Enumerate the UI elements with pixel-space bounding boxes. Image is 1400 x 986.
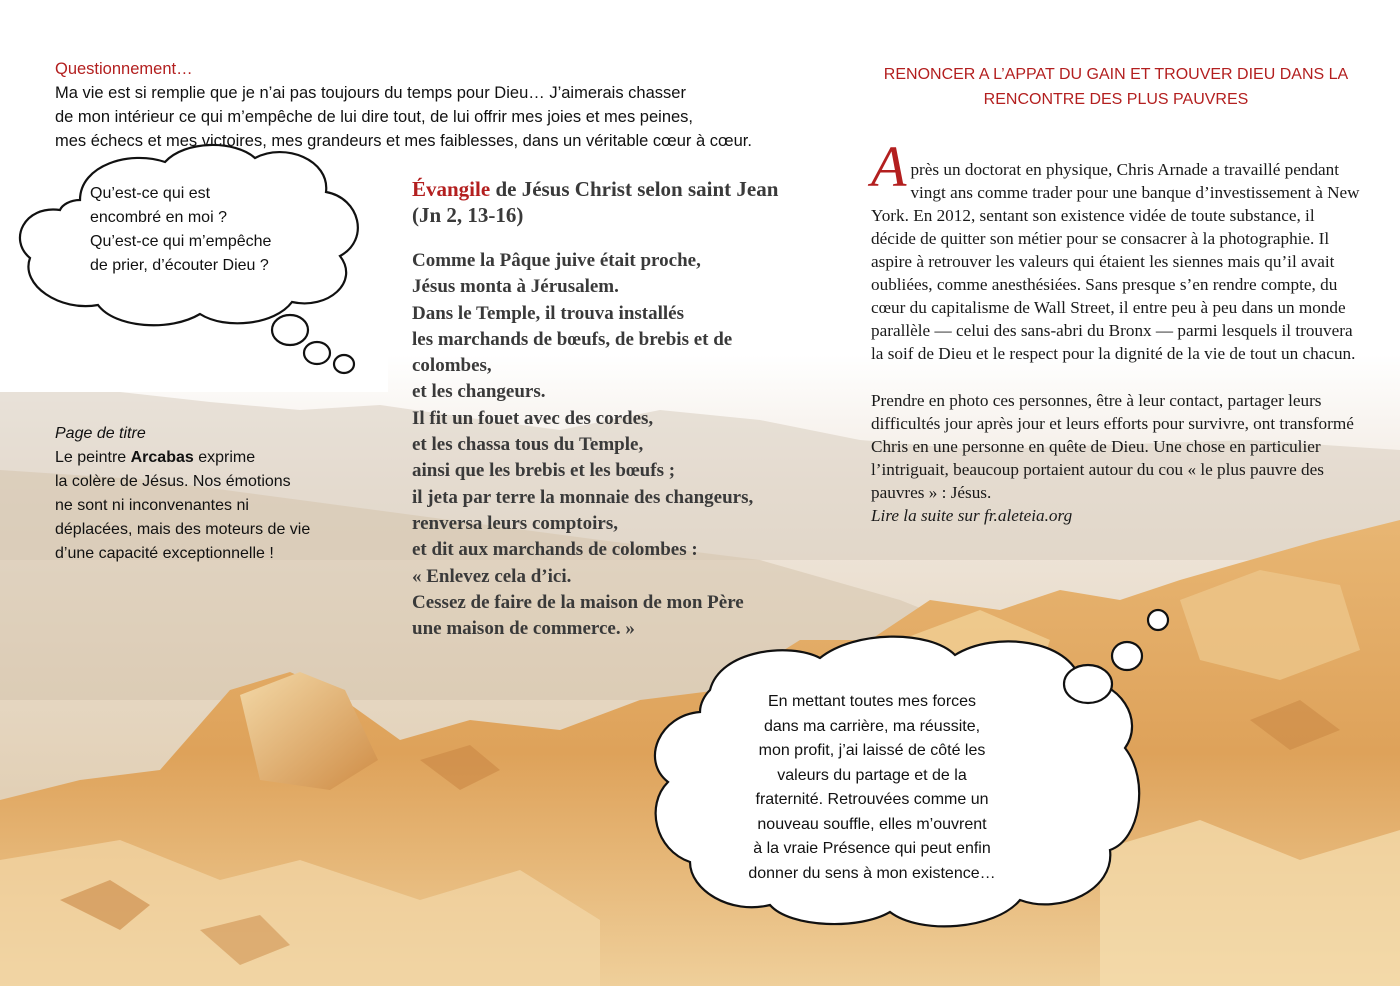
title-page-block xyxy=(55,422,355,566)
article-title-line: RENCONTRE DES PLUS PAUVRES xyxy=(983,91,1249,108)
cloud-top-line: Qu’est-ce qui est xyxy=(90,185,211,202)
painter-name: Arcabas xyxy=(130,449,194,466)
cloud-top-line: encombré en moi ? xyxy=(90,209,227,226)
cloud-top-line: de prier, d’écouter Dieu ? xyxy=(90,257,269,274)
gospel-line: il jeta par terre la monnaie des changeurs, xyxy=(412,486,754,508)
question-label: Questionnement… xyxy=(55,60,193,78)
title-page-line: déplacées, mais des moteurs de vie xyxy=(55,521,311,538)
gospel-title xyxy=(412,176,842,202)
cloud-top-line: Qu’est-ce qui m’empêche xyxy=(90,233,272,250)
gospel-line: et les chassa tous du Temple, xyxy=(412,434,644,456)
article-title xyxy=(862,62,1370,112)
cloud-bottom-text xyxy=(722,690,1022,886)
cloud-bottom-line: à la vraie Présence qui peut enfin xyxy=(753,840,991,857)
gospel-reference: (Jn 2, 13-16) xyxy=(412,203,524,227)
title-page-line xyxy=(55,446,355,470)
cloud-top-text xyxy=(90,182,320,278)
gospel-line: Il fit un fouet avec des cordes, xyxy=(412,407,654,429)
title-page-line: la colère de Jésus. Nos émotions xyxy=(55,473,291,490)
gospel-line: colombes, xyxy=(412,355,492,377)
title-page-line: d’une capacité exceptionnelle ! xyxy=(55,545,274,562)
article-source-link[interactable]: Lire la suite sur fr.aleteia.org xyxy=(871,506,1073,525)
article-title-line: RENONCER A L’APPAT DU GAIN ET TROUVER DIEU DANS LA xyxy=(883,66,1349,83)
question-line: mes échecs et mes victoires, mes grandeurs et mes faiblesses, dans un véritable cœur à cœur. xyxy=(55,132,752,150)
question-line: de mon intérieur ce qui m’empêche de lui dire tout, de lui offrir mes joies et mes peines, xyxy=(55,108,694,126)
gospel-line: Dans le Temple, il trouva installés xyxy=(412,302,685,324)
gospel-line: Cessez de faire de la maison de mon Père xyxy=(412,591,744,613)
gospel-title-red: Évangile xyxy=(412,177,491,201)
title-page-suffix: exprime xyxy=(193,449,256,466)
title-page-heading: Page de titre xyxy=(55,425,146,442)
gospel-text xyxy=(412,248,842,642)
gospel-heading xyxy=(412,176,842,228)
gospel-line: Jésus monta à Jérusalem. xyxy=(412,276,619,298)
gospel-line: « Enlevez cela d’ici. xyxy=(412,565,572,587)
cloud-bottom-line: dans ma carrière, ma réussite, xyxy=(763,717,981,735)
article-paragraph xyxy=(871,134,1361,365)
cloud-bottom-line: En mettant toutes mes forces xyxy=(767,693,977,710)
gospel-line: ainsi que les brebis et les bœufs ; xyxy=(412,460,676,482)
gospel-line: et dit aux marchands de colombes : xyxy=(412,539,698,561)
gospel-line: Comme la Pâque juive était proche, xyxy=(412,250,701,271)
cloud-bottom-line: nouveau souffle, elles m’ouvrent xyxy=(757,815,987,833)
article-para1-text: près un doctorat en physique, Chris Arnade a travaillé pendant vingt ans comme trader pour une banque d’investissement à New York. En 2012, sentant son existence vidée de toute substance, il décide de quitter son métier pour se consacrer à la photographie. Il aspire à retrouver les valeurs qui étaient les siennes mais qu’il avait oubliées, comme anesthésiées. Sans presque s’en rendre compte, du cœur du capitalisme de Wall Street, il entre peu à peu dans un monde parallèle — celui des sans-abri du Bronx — parmi lesquels il trouvera la soif de Dieu et le respect pour la dignité de la vie de tout un chacun. xyxy=(871,160,1360,363)
article-body xyxy=(871,134,1361,527)
gospel-line: renversa leurs comptoirs, xyxy=(412,512,618,534)
gospel-line: une maison de commerce. » xyxy=(412,618,635,640)
drop-cap: A xyxy=(871,134,907,199)
gospel-line: et les changeurs. xyxy=(412,381,546,403)
question-block xyxy=(55,57,855,153)
cloud-bottom-line: fraternité. Retrouvées comme un xyxy=(755,791,989,808)
cloud-bottom-line: donner du sens à mon existence… xyxy=(748,864,996,882)
article-paragraph: Prendre en photo ces personnes, être à leur contact, partager leurs difficultés jour après jour et leurs efforts pour survivre, ont transformé Chris en une personne en quête de Dieu. Une chose en particulier l’intriguait, beaucoup portaient autour du cou « le plus pauvre des pauvres » : Jésus. xyxy=(871,391,1354,502)
cloud-bottom-line: valeurs du partage et de la xyxy=(777,766,967,784)
title-page-prefix: Le peintre xyxy=(55,449,131,466)
question-line: Ma vie est si remplie que je n’ai pas toujours du temps pour Dieu… J’aimerais chasser xyxy=(55,84,686,102)
gospel-line: les marchands de bœufs, de brebis et de xyxy=(412,328,733,350)
cloud-bottom-line: mon profit, j’ai laissé de côté les xyxy=(758,742,986,759)
title-page-line: ne sont ni inconvenantes ni xyxy=(55,497,249,514)
gospel-title-rest: de Jésus Christ selon saint Jean xyxy=(490,177,779,201)
